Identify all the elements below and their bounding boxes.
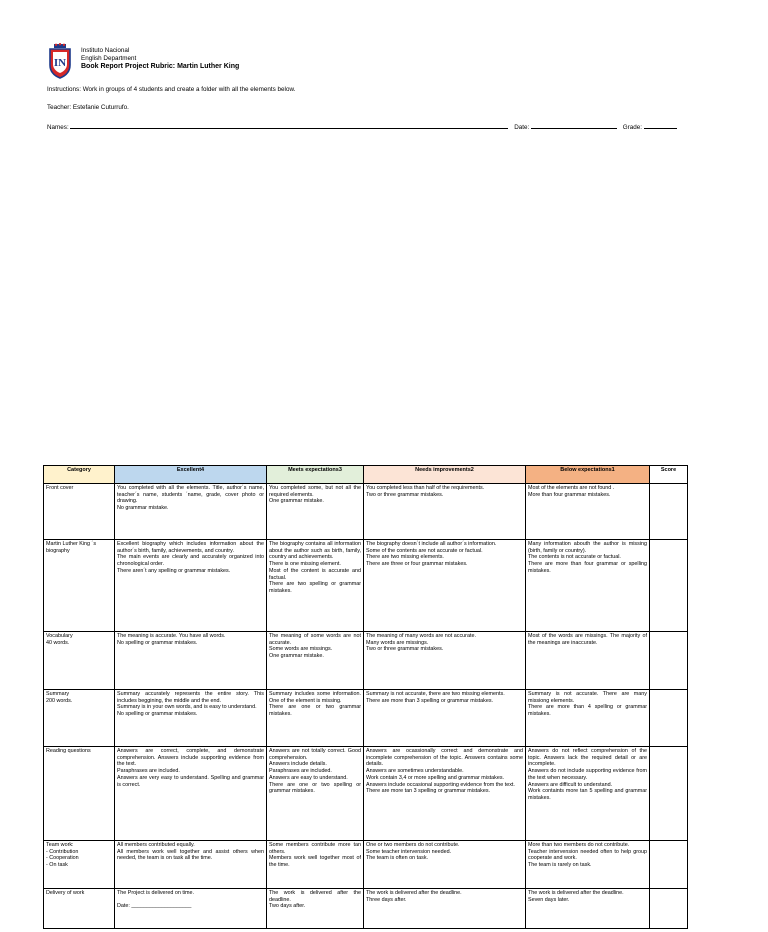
- cell-line: Vocabulary: [46, 633, 73, 639]
- cell-below: [526, 690, 650, 747]
- header-excellent: Excellent4: [115, 466, 267, 484]
- cell-line: The team is rarely on task.: [528, 862, 592, 869]
- cell-line: - Cooperation: [46, 855, 79, 862]
- cell-line: There are three or four grammar mistakes.: [366, 561, 468, 568]
- cell-score[interactable]: [650, 690, 688, 747]
- grade-field[interactable]: [644, 122, 677, 129]
- cell-line: - Contribution: [46, 848, 79, 855]
- cell-needs: [364, 841, 526, 889]
- cell-line: Excellent biography which includes information about the author´s birth, family, achievements, and country.: [117, 541, 264, 554]
- cell-line: Most of the content is accurate and factual.: [269, 567, 361, 581]
- cell-excellent: [115, 540, 267, 632]
- cell-needs: [364, 690, 526, 747]
- cell-needs: [364, 747, 526, 841]
- cell-score[interactable]: [650, 841, 688, 889]
- cell-line: One grammar mistake.: [269, 653, 324, 660]
- header-below: Below expectations1: [526, 466, 650, 484]
- instructions-text: Instructions: Work in groups of 4 students and create a folder with all the elements below.: [47, 86, 296, 93]
- cell-line: You completed less than half of the requirements.: [366, 485, 485, 491]
- cell-needs: [364, 889, 526, 929]
- cell-excellent: [115, 841, 267, 889]
- cell-line: One or two members do not contribute.: [366, 842, 460, 848]
- cell-category: [44, 484, 115, 540]
- cell-below: [526, 632, 650, 690]
- cell-line: Martin Luther King ´s biography: [46, 541, 97, 554]
- cell-line: You completed some, but not all the required elements.: [269, 485, 361, 498]
- cell-category: [44, 632, 115, 690]
- cell-below: [526, 484, 650, 540]
- cell-category: [44, 747, 115, 841]
- cell-meets: [267, 632, 364, 690]
- rubric-row: [44, 484, 688, 540]
- cell-line: Answers are sometimes understandable.: [366, 768, 464, 775]
- cell-line: Answers are ocassionally correct and demonstrate and incomplete comprehension of the topic. Answers contains some details.: [366, 748, 523, 768]
- cell-line: The contents is not accurate or factual.: [528, 554, 621, 561]
- cell-line: The biography doesn´t include all author´s information.: [366, 541, 497, 547]
- cell-line: Some members contribute more tan others.: [269, 842, 361, 855]
- cell-line: The biography contains all information about the author such as birth, family, country and achievements.: [269, 541, 361, 561]
- cell-line: Work containts more tan 5 spelling and grammar mistakes.: [528, 788, 647, 801]
- cell-line: Summary includes some information. One of the element is missing.: [269, 691, 361, 704]
- cell-needs: [364, 540, 526, 632]
- cell-line: Answers are not totally correct. Good comprehension.: [269, 748, 361, 761]
- cell-line: Answers do not reflect comprehension of the topic. Answers lack the required detail or are incomplete.: [528, 748, 647, 768]
- cell-line: Two or three grammar mistakes.: [366, 491, 444, 498]
- cell-category: [44, 889, 115, 929]
- header-meets: Meets expectations3: [267, 466, 364, 484]
- cell-excellent: [115, 484, 267, 540]
- cell-category: [44, 540, 115, 632]
- cell-line: There are two spelling or grammar mistakes.: [269, 581, 361, 594]
- names-field[interactable]: [70, 122, 508, 129]
- cell-line: One grammar mistake.: [269, 498, 324, 505]
- cell-line: There are more than four grammar or spelling mistakes.: [528, 561, 647, 574]
- cell-excellent: [115, 690, 267, 747]
- cell-line: 40 words.: [46, 639, 70, 646]
- cell-meets: [267, 540, 364, 632]
- cell-line: Summary: [46, 691, 70, 697]
- document-title: Book Report Project Rubric: Martin Luther King: [81, 63, 240, 71]
- cell-category: [44, 690, 115, 747]
- rubric-row: [44, 690, 688, 747]
- cell-below: [526, 841, 650, 889]
- cell-score[interactable]: [650, 484, 688, 540]
- school-crest-icon: [47, 43, 73, 79]
- cell-score[interactable]: [650, 540, 688, 632]
- cell-line: No grammar mistake.: [117, 505, 169, 512]
- cell-line: The work is delivered after the deadline.: [366, 890, 462, 896]
- cell-line: All members work well together and assist others when needed, the team is on task all the time.: [117, 848, 264, 862]
- department-name: English Department: [81, 55, 137, 63]
- svg-text:IN: IN: [53, 57, 67, 69]
- cell-line: The main events are clearly and accurately organized into chronological order.: [117, 554, 264, 568]
- cell-meets: [267, 690, 364, 747]
- cell-line: Answers are difficult to understand.: [528, 781, 613, 788]
- header-needs: Needs improvements2: [364, 466, 526, 484]
- cell-meets: [267, 747, 364, 841]
- cell-line: All members contributed equally.: [117, 842, 195, 848]
- cell-excellent: [115, 889, 267, 929]
- cell-line: Reading questions: [46, 748, 91, 754]
- cell-below: [526, 540, 650, 632]
- cell-score[interactable]: [650, 632, 688, 690]
- cell-line: Members work well together most of the time.: [269, 855, 361, 869]
- cell-line: The work is delivered after the deadline.: [269, 890, 361, 903]
- cell-line: Answers include details.: [269, 761, 327, 768]
- cell-line: Two or three grammar mistakes.: [366, 646, 444, 653]
- cell-line: There is one missing element.: [269, 561, 341, 568]
- cell-line: - On task: [46, 862, 68, 869]
- cell-line: Some words are missings.: [269, 646, 333, 653]
- header-category: Category: [44, 466, 115, 484]
- cell-score[interactable]: [650, 889, 688, 929]
- cell-line: The meaning of many words are not accurate.: [366, 633, 476, 639]
- cell-line: Summary accurately represents the entire story. This includes beggining, the middle and the end.: [117, 691, 264, 704]
- rubric-row: [44, 632, 688, 690]
- cell-line: The work is delivered after the deadline.: [528, 890, 624, 896]
- rubric-row: [44, 889, 688, 929]
- header-score: Score: [650, 466, 688, 484]
- names-label: Names:: [47, 124, 69, 131]
- cell-needs: [364, 632, 526, 690]
- cell-line: No spelling or grammar mistakes.: [117, 711, 198, 718]
- rubric-table: [43, 465, 688, 929]
- rubric-header-row: [44, 466, 688, 484]
- cell-line: Work contain 3,4 or more spelling and grammar mistakes.: [366, 774, 505, 781]
- cell-line: There are one or two spelling or grammar mistakes.: [269, 781, 361, 795]
- institution-name: Instituto Nacional: [81, 47, 130, 54]
- cell-category: [44, 841, 115, 889]
- cell-line: Paraphrases are included.: [117, 768, 180, 775]
- cell-line: There are one or two grammar mistakes.: [269, 704, 361, 718]
- grade-label: Grade:: [622, 124, 643, 131]
- cell-meets: [267, 889, 364, 929]
- cell-line: Most of the words are missings. The majority of the meanings are inaccurate.: [528, 633, 647, 646]
- rubric-row: [44, 841, 688, 889]
- cell-line: There are more than 4 spelling or grammar mistakes.: [528, 704, 647, 718]
- cell-line: Most of the elements are not found .: [528, 485, 615, 491]
- cell-line: Seven days later.: [528, 896, 570, 903]
- cell-line: Some teacher intervension needed.: [366, 848, 452, 855]
- cell-line: 200 words.: [46, 697, 73, 704]
- cell-line: There are more tan 3 spelling or grammar mistakes.: [366, 788, 491, 795]
- cell-line: Many words are missings.: [366, 639, 429, 646]
- cell-line: Answers are correct, complete, and demonstrate comprehension. Answers include supporting evidence from the text.: [117, 748, 264, 768]
- date-field[interactable]: [531, 122, 617, 129]
- cell-line: Summary is not accurate, there are two missing elements.: [366, 691, 505, 697]
- cell-line: There are two missing elements.: [366, 554, 444, 561]
- cell-line: Answers are easy to understand.: [269, 774, 348, 781]
- cell-line: Teacher intervension needed often to help group cooperate and work.: [528, 848, 647, 862]
- cell-below: [526, 889, 650, 929]
- cell-line: [117, 897, 264, 904]
- cell-line: Team work:: [46, 842, 74, 848]
- rubric-row: [44, 747, 688, 841]
- cell-line: Answers are very easy to understand. Spelling and grammar is correct.: [117, 774, 264, 788]
- teacher-text: Teacher: Estefanie Cuturrufo.: [47, 104, 129, 111]
- cell-line: The Project is delivered on time.: [117, 890, 195, 896]
- cell-line: Many information abouth the author is missing (birth, family or country).: [528, 541, 647, 554]
- cell-line: More than four grammar mistakes.: [528, 491, 611, 498]
- cell-line: There are more than 3 spelling or grammar mistakes.: [366, 697, 494, 704]
- cell-excellent: [115, 632, 267, 690]
- cell-line: Date: ____________________: [117, 903, 192, 910]
- rubric-row: [44, 540, 688, 632]
- cell-line: No spelling or grammar mistakes.: [117, 639, 198, 646]
- cell-line: Paraphrases are included.: [269, 768, 332, 775]
- cell-line: Three days after.: [366, 896, 407, 903]
- cell-line: Front cover: [46, 485, 74, 491]
- names-date-grade-line: [47, 122, 692, 131]
- cell-excellent: [115, 747, 267, 841]
- cell-line: Summary is in your own words, and is easy to understand.: [117, 704, 257, 711]
- cell-line: Answers include occasional supporting evidence from the text.: [366, 781, 515, 788]
- cell-line: Answers do not include supporting evidence from the text when necessary.: [528, 768, 647, 781]
- cell-line: Some of the contents are not accurate or factual.: [366, 547, 483, 554]
- cell-line: The meaning of some words are not accurate.: [269, 633, 361, 646]
- cell-line: The team is often on task.: [366, 855, 429, 862]
- cell-line: The meaning is accurate. You have all words.: [117, 633, 226, 639]
- cell-score[interactable]: [650, 747, 688, 841]
- cell-meets: [267, 841, 364, 889]
- cell-line: There aren´t any spelling or grammar mistakes.: [117, 567, 231, 574]
- cell-needs: [364, 484, 526, 540]
- cell-line: More than two members do not contribute.: [528, 842, 630, 848]
- cell-line: Two days after.: [269, 903, 306, 910]
- cell-line: You completed with all the elements. Title, author´s name, teacher´s name, students ´name, grade, cover photo or drawing.: [117, 485, 264, 505]
- cell-below: [526, 747, 650, 841]
- cell-line: Delivery of work: [46, 890, 85, 896]
- cell-line: Summary is not accurate. There are many missiong elements.: [528, 691, 647, 704]
- date-label: Date:: [514, 124, 530, 131]
- cell-meets: [267, 484, 364, 540]
